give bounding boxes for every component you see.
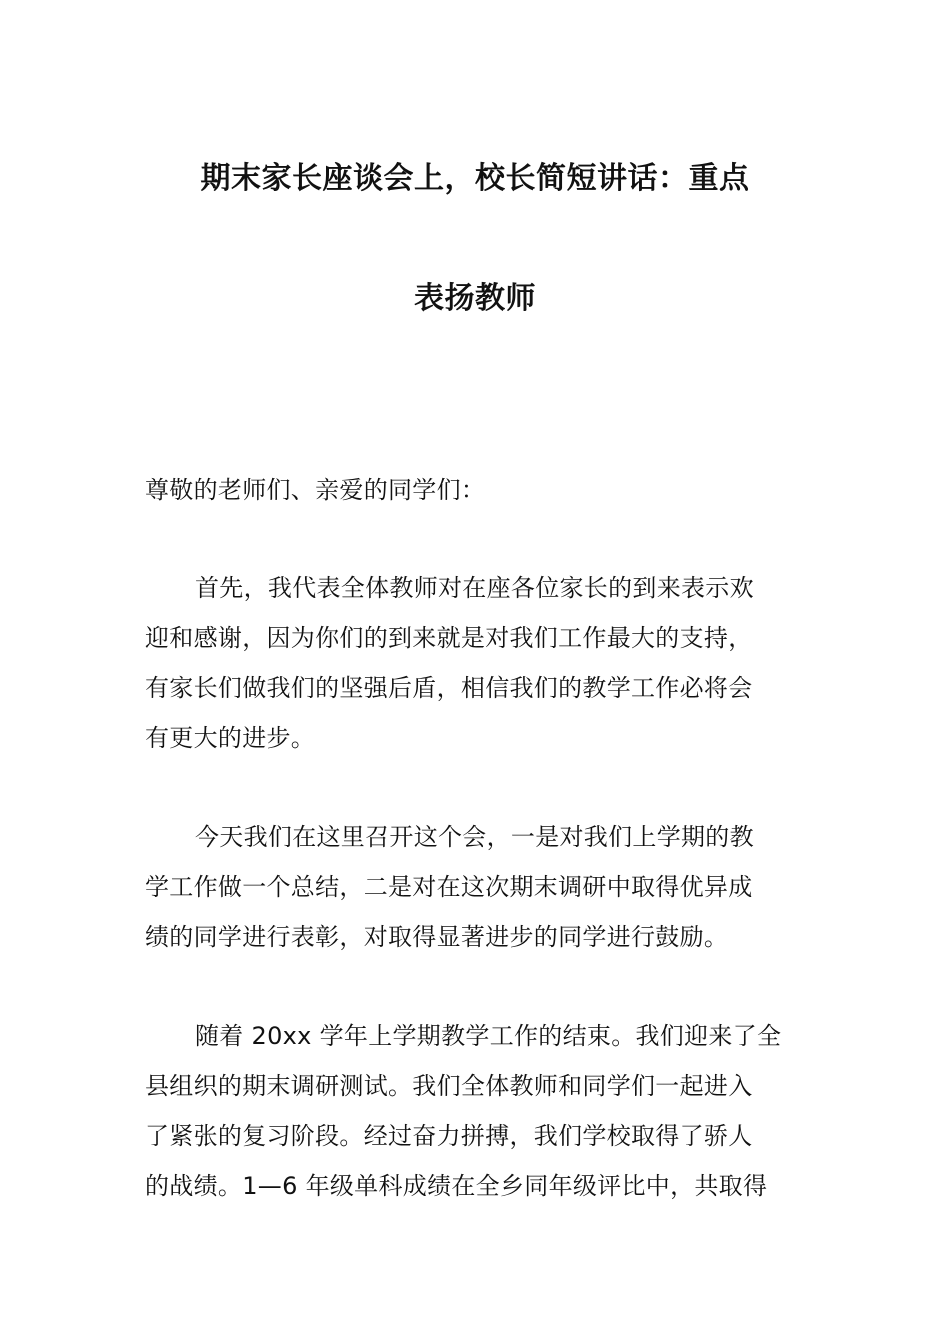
paragraph-line: 迎和感谢，因为你们的到来就是对我们工作最大的支持， [145, 624, 753, 652]
paragraph-line: 绩的同学进行表彰，对取得显著进步的同学进行鼓励。 [145, 923, 729, 951]
paragraph-line: 随着 20xx 学年上学期教学工作的结束。我们迎来了全 [195, 1022, 782, 1050]
paragraph-line: 的战绩。1—6 年级单科成绩在全乡同年级评比中，共取得 [145, 1172, 768, 1200]
paragraph-line: 学工作做一个总结，二是对在这次期末调研中取得优异成 [145, 873, 753, 901]
paragraph-3 [145, 1011, 807, 1211]
paragraph-line: 有更大的进步。 [145, 724, 316, 752]
paragraph-line: 今天我们在这里召开这个会，一是对我们上学期的教 [195, 823, 754, 851]
paragraph-line: 县组织的期末调研测试。我们全体教师和同学们一起进入 [145, 1072, 753, 1100]
paragraph-line: 了紧张的复习阶段。经过奋力拼搏，我们学校取得了骄人 [145, 1122, 753, 1150]
paragraph-line: 有家长们做我们的坚强后盾，相信我们的教学工作必将会 [145, 674, 753, 702]
document-title-line-2: 表扬教师 [414, 281, 536, 316]
paragraph-1 [145, 563, 807, 763]
document-title-line-1: 期末家长座谈会上，校长简短讲话：重点 [200, 161, 750, 196]
paragraph-line: 首先，我代表全体教师对在座各位家长的到来表示欢 [195, 574, 754, 602]
salutation: 尊敬的老师们、亲爱的同学们： [145, 476, 486, 504]
paragraph-2 [145, 812, 807, 962]
